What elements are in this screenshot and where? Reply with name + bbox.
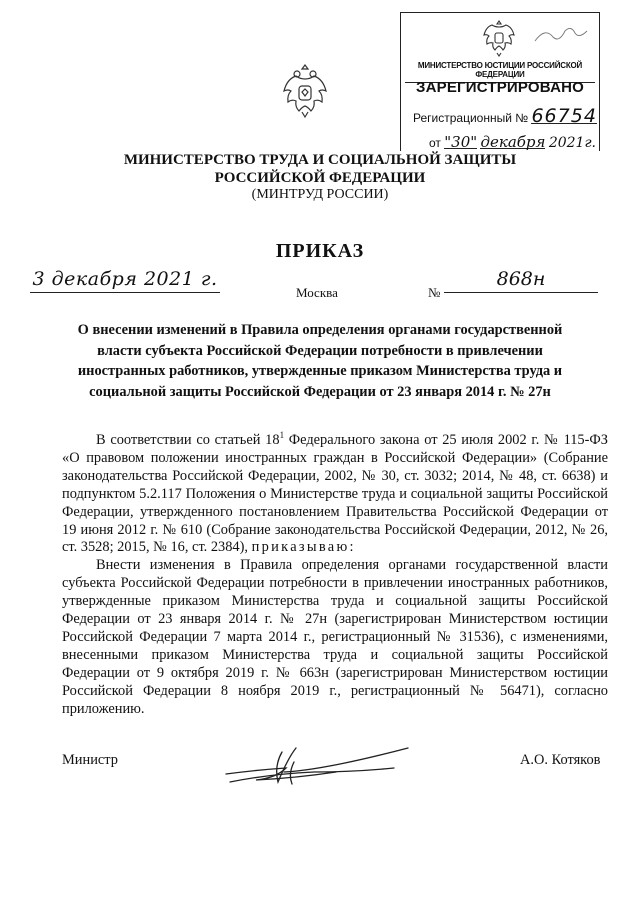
subject-line: иностранных работников, утвержденные приказом Министерства труда и xyxy=(77,363,563,379)
coat-of-arms-icon xyxy=(481,17,517,57)
stamp-date-prefix: от xyxy=(429,136,441,150)
body-text: В соответствии со статьей 18 xyxy=(96,432,280,448)
stamp-ministry-name: МИНИСТЕРСТВО ЮСТИЦИИ РОССИЙСКОЙ ФЕДЕРАЦИИ xyxy=(405,61,595,83)
ministry-name-line2: РОССИЙСКОЙ ФЕДЕРАЦИИ xyxy=(214,170,426,186)
order-body xyxy=(62,432,608,719)
stamp-date-year: 2021г. xyxy=(548,135,596,151)
order-date: 3 декабря 2021 г. xyxy=(30,266,220,293)
ministry-short-name: (МИНТРУД РОССИИ) xyxy=(251,187,389,202)
signatory-title: Министр xyxy=(62,752,118,768)
coat-of-arms-icon xyxy=(282,62,328,120)
subject-line: социальной защиты Российской Федерации от 23 января 2014 г. № 27н xyxy=(89,383,551,400)
body-paragraph: Внести изменения в Правила определения органами государственной власти субъекта Российской Федерации потребности в привлечении иностранных работников, утвержденные приказом Министерства труда и социальной защиты Российской Федерации от 23 января 2014 г. № 27н (зарегистрирован Министерством юстиции Российской Федерации 7 марта 2014 г., регистрационный № 31536), с изменениями, внесенными приказом Министерства труда и социальной защиты Российской Федерации от 9 октября 2019 г. № 663н (зарегистрирован Министерством юстиции Российской Федерации 8 ноября 2019 г., регистрационный № 56471), согласно приложению. xyxy=(62,557,608,717)
stamp-registration-line xyxy=(413,105,597,127)
body-text: Федерального закона от 25 июля 2002 г. № 115-ФЗ «О правовом положении иностранных граждан в Российской Федерации» (Собрание законодательства Российской Федерации, 2002, № 30, ст. 3032; 2014, № 48, ст. 6638) и подпунктом 5.2.117 Положения о Министерстве труда и социальной защиты Российской Федерации, утвержденного постановлением Правительства Российской Федерации от 19 июня 2012 г. № 610 (Собрание законодательства Российской Федерации, 2012, № 26, ст. 3528; 2015, № 16, ст. 2384), xyxy=(62,432,608,556)
order-city: Москва xyxy=(296,285,338,300)
stamp-date-day: "30" xyxy=(444,133,478,151)
stamp-signature-mark xyxy=(531,23,591,47)
footnote-superscript: 1 xyxy=(279,430,285,441)
stamp-date-month: декабря xyxy=(480,133,546,151)
order-subject xyxy=(60,320,580,402)
order-directive: приказываю: xyxy=(251,539,356,556)
body-paragraph xyxy=(62,432,608,557)
subject-line: О внесении изменений в Правила определения органами государственной xyxy=(77,322,563,338)
handwritten-signature xyxy=(222,742,412,792)
signatory-name: А.О. Котяков xyxy=(520,752,601,768)
registration-stamp xyxy=(400,12,600,151)
ministry-name-line1: МИНИСТЕРСТВО ТРУДА И СОЦИАЛЬНОЙ ЗАЩИТЫ xyxy=(123,152,517,168)
stamp-registered-label: ЗАРЕГИСТРИРОВАНО xyxy=(415,79,585,96)
order-number: 868н xyxy=(444,266,598,293)
subject-line: власти субъекта Российской Федерации потребности в привлечении xyxy=(97,342,543,359)
stamp-reg-label: Регистрационный № xyxy=(413,111,529,125)
stamp-date-line xyxy=(429,135,596,151)
order-title: ПРИКАЗ xyxy=(275,240,365,262)
stamp-reg-number: 66754 xyxy=(531,105,597,127)
order-number-label: № xyxy=(428,285,441,300)
